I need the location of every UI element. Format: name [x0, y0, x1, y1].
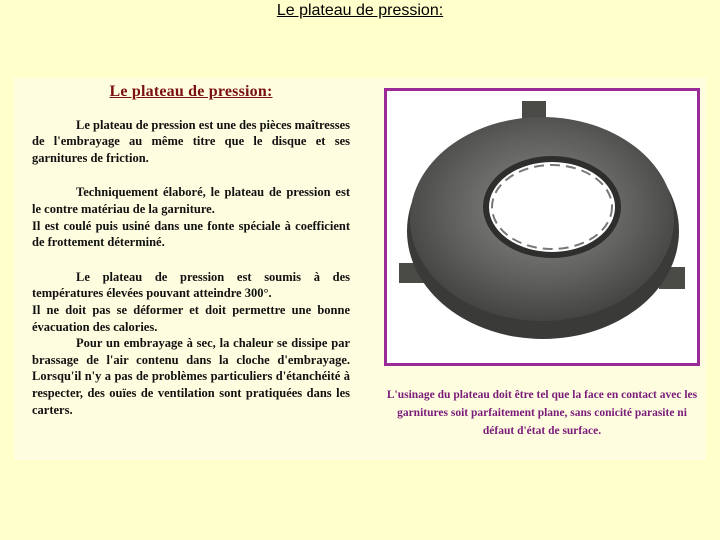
photo-caption: L'usinage du plateau doit être tel que la face en contact avec les garnitures soit parfaitement plane, sans conicité parasite ni défaut d'état de surface. — [386, 389, 698, 437]
section-heading: Le plateau de pression: — [109, 83, 273, 100]
paragraph-intro: Le plateau de pression est une des pièces maîtresses de l'embrayage au même titre que le disque et ses garnitures de friction. — [32, 117, 350, 165]
slide-title: Le plateau de pression: — [276, 2, 444, 19]
pressure-plate-photo-frame — [384, 88, 700, 366]
plate-center-hole — [486, 159, 618, 255]
paragraph-temperature: Le plateau de pression est soumis à des températures élevées pouvant atteindre 300°. — [32, 269, 350, 301]
paragraph-cooling: Pour un embrayage à sec, la chaleur se dissipe par brassage de l'air contenu dans la cloche d'embrayage. Lorsqu'il n'y a pas de problèmes particuliers d'étanchéité à respecter, des ouïes de ventilation sont pratiquées dans les carters. — [32, 336, 350, 417]
paragraph-technique-cont: Il est coulé puis usiné dans une fonte spéciale à coefficient de frottement déterminé. — [32, 218, 350, 250]
description-column — [32, 84, 350, 418]
pressure-plate-icon — [387, 91, 697, 363]
paragraph-technique: Techniquement élaboré, le plateau de pression est le contre matériau de la garniture. — [32, 185, 350, 216]
paragraph-temperature-cont: Il ne doit pas se déformer et doit permettre une bonne évacuation des calories. — [32, 302, 350, 334]
